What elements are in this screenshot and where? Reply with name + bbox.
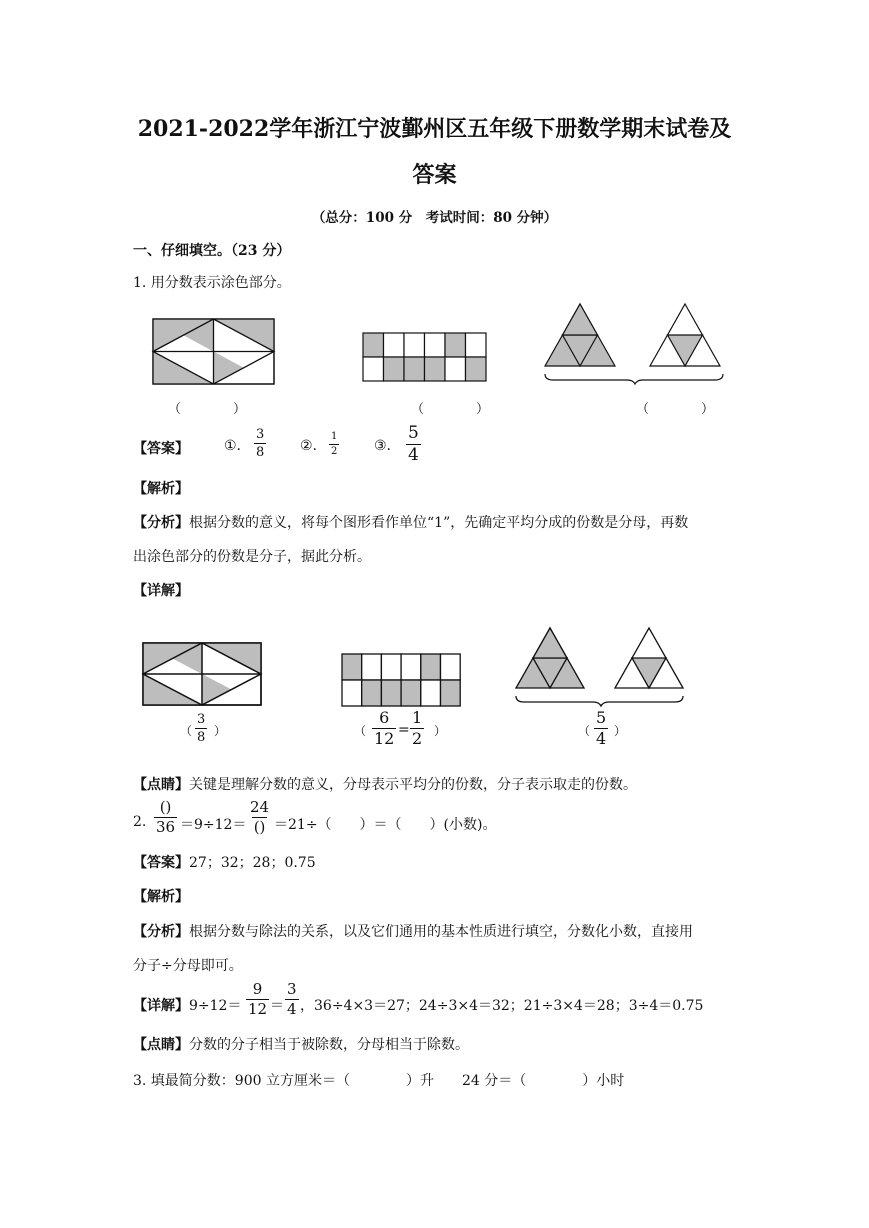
detail-2-rest: ，36÷4×3＝27；24÷3×4＝32；21÷3×4＝28；3÷4＝0.75	[300, 998, 704, 1014]
denominator: 4	[287, 1000, 297, 1018]
denominator: 8	[256, 445, 265, 460]
dianjing-2	[133, 1034, 469, 1054]
numerator: 3	[256, 427, 265, 442]
answer-3-fraction	[406, 425, 421, 464]
question-1-stem: 1. 用分数表示涂色部分。	[133, 275, 291, 291]
analysis-label: 【解析】	[133, 481, 189, 497]
blank-2[interactable]: （ ）	[411, 402, 490, 417]
detail-figure-grid	[341, 653, 463, 709]
detail-figure-rectangle	[142, 642, 264, 708]
analysis-2-line-1	[133, 921, 693, 941]
xiangjie-label: 【详解】	[133, 998, 189, 1014]
denominator: 4	[596, 729, 607, 748]
dianjing-label: 【点睛】	[133, 1037, 189, 1053]
answer-text: 27；32；28；0.75	[189, 855, 316, 871]
numerator: 9	[252, 980, 263, 998]
answer-2	[133, 852, 316, 872]
denominator: 12	[248, 1000, 268, 1018]
figure-rectangle-diamond	[152, 318, 277, 386]
numerator: 24	[250, 798, 270, 816]
answer-label: 【答案】	[133, 855, 189, 871]
detail-equals: =	[398, 722, 410, 738]
denominator: ()	[253, 818, 266, 836]
numerator: 3	[287, 980, 297, 998]
numerator: 1	[331, 431, 338, 442]
blank-1[interactable]: （ ）	[168, 402, 247, 417]
detail-fraction-2b	[410, 710, 424, 747]
denominator: 2	[412, 729, 423, 748]
answer-1-fraction	[254, 428, 266, 459]
answer-3-number: ③.	[374, 438, 392, 454]
detail-rp-2: ）	[434, 724, 447, 738]
analysis-label-2: 【解析】	[133, 889, 189, 905]
detail-rp-1: ）	[214, 724, 227, 738]
answer-1-number: ①.	[224, 438, 242, 454]
denominator: 2	[331, 446, 338, 457]
xiangjie-pre: 9÷12＝	[189, 998, 242, 1014]
numerator: 1	[412, 708, 423, 727]
detail-lp-3: （	[578, 724, 591, 738]
detail-lp-2: （	[354, 724, 367, 738]
fenxi-text: 根据分数的意义，将每个图形看作单位“1”，先确定平均分成的份数是分母，再数	[189, 515, 689, 531]
detail-2-fraction-1	[246, 982, 269, 1017]
question-2-rest: ＝21÷（ ）＝（ ）(小数)。	[274, 817, 497, 833]
page-title: 2021-2022学年浙江宁波鄞州区五年级下册数学期末试卷及	[137, 116, 732, 142]
numerator: 3	[197, 712, 206, 727]
detail-label: 【详解】	[133, 583, 189, 599]
page-title-line2: 答案	[412, 162, 457, 188]
denominator: 12	[374, 729, 395, 748]
denominator: 4	[408, 445, 419, 465]
numerator: 6	[379, 708, 390, 727]
analysis-2-line-2: 分子÷分母即可。	[133, 958, 243, 974]
denominator: 36	[156, 818, 176, 836]
answer-label: 【答案】	[133, 441, 189, 457]
fenxi-label: 【分析】	[133, 924, 189, 940]
answer-2-fraction	[329, 432, 339, 457]
detail-2-fraction-2	[285, 982, 299, 1017]
figure-triangles	[543, 302, 725, 384]
dianjing-text: 分数的分子相当于被除数，分母相当于除数。	[189, 1037, 469, 1053]
dianjing-1	[133, 774, 637, 794]
analysis-line-2: 出涂色部分的份数是分子，据此分析。	[133, 549, 371, 565]
section-heading: 一、仔细填空。（23 分）	[133, 243, 291, 259]
question-3-stem: 3. 填最简分数：900 立方厘米＝（ ）升 24 分＝（ ）小时	[133, 1073, 625, 1089]
detail-2-equals: ＝	[270, 998, 284, 1014]
detail-fraction-2a	[372, 710, 396, 747]
question-2-mid: ＝9÷12＝	[180, 817, 247, 833]
denominator: 8	[197, 730, 206, 745]
exam-info: （总分：100 分 考试时间：80 分钟）	[311, 210, 558, 226]
detail-fraction-1	[195, 713, 207, 744]
detail-rp-3: ）	[614, 724, 627, 738]
fenxi-text: 根据分数与除法的关系，以及它们通用的基本性质进行填空，分数化小数，直接用	[189, 924, 693, 940]
fenxi-label: 【分析】	[133, 515, 189, 531]
blank-3[interactable]: （ ）	[636, 402, 715, 417]
numerator: ()	[159, 798, 172, 816]
question-2-number: 2.	[133, 814, 147, 830]
dianjing-text: 关键是理解分数的意义，分母表示平均分的份数，分子表示取走的份数。	[189, 777, 637, 793]
detail-fraction-3	[594, 710, 608, 747]
detail-figure-triangles	[515, 626, 687, 708]
numerator: 5	[408, 423, 419, 443]
detail-lp-1: （	[180, 724, 193, 738]
answer-2-number: ②.	[300, 438, 318, 454]
figure-grid-12	[362, 332, 488, 384]
question-2-fraction-1	[154, 800, 177, 835]
numerator: 5	[596, 708, 607, 727]
question-2-fraction-2	[248, 800, 271, 835]
detail-2-label-line	[133, 995, 241, 1015]
analysis-line-1	[133, 512, 688, 532]
dianjing-label: 【点睛】	[133, 777, 189, 793]
